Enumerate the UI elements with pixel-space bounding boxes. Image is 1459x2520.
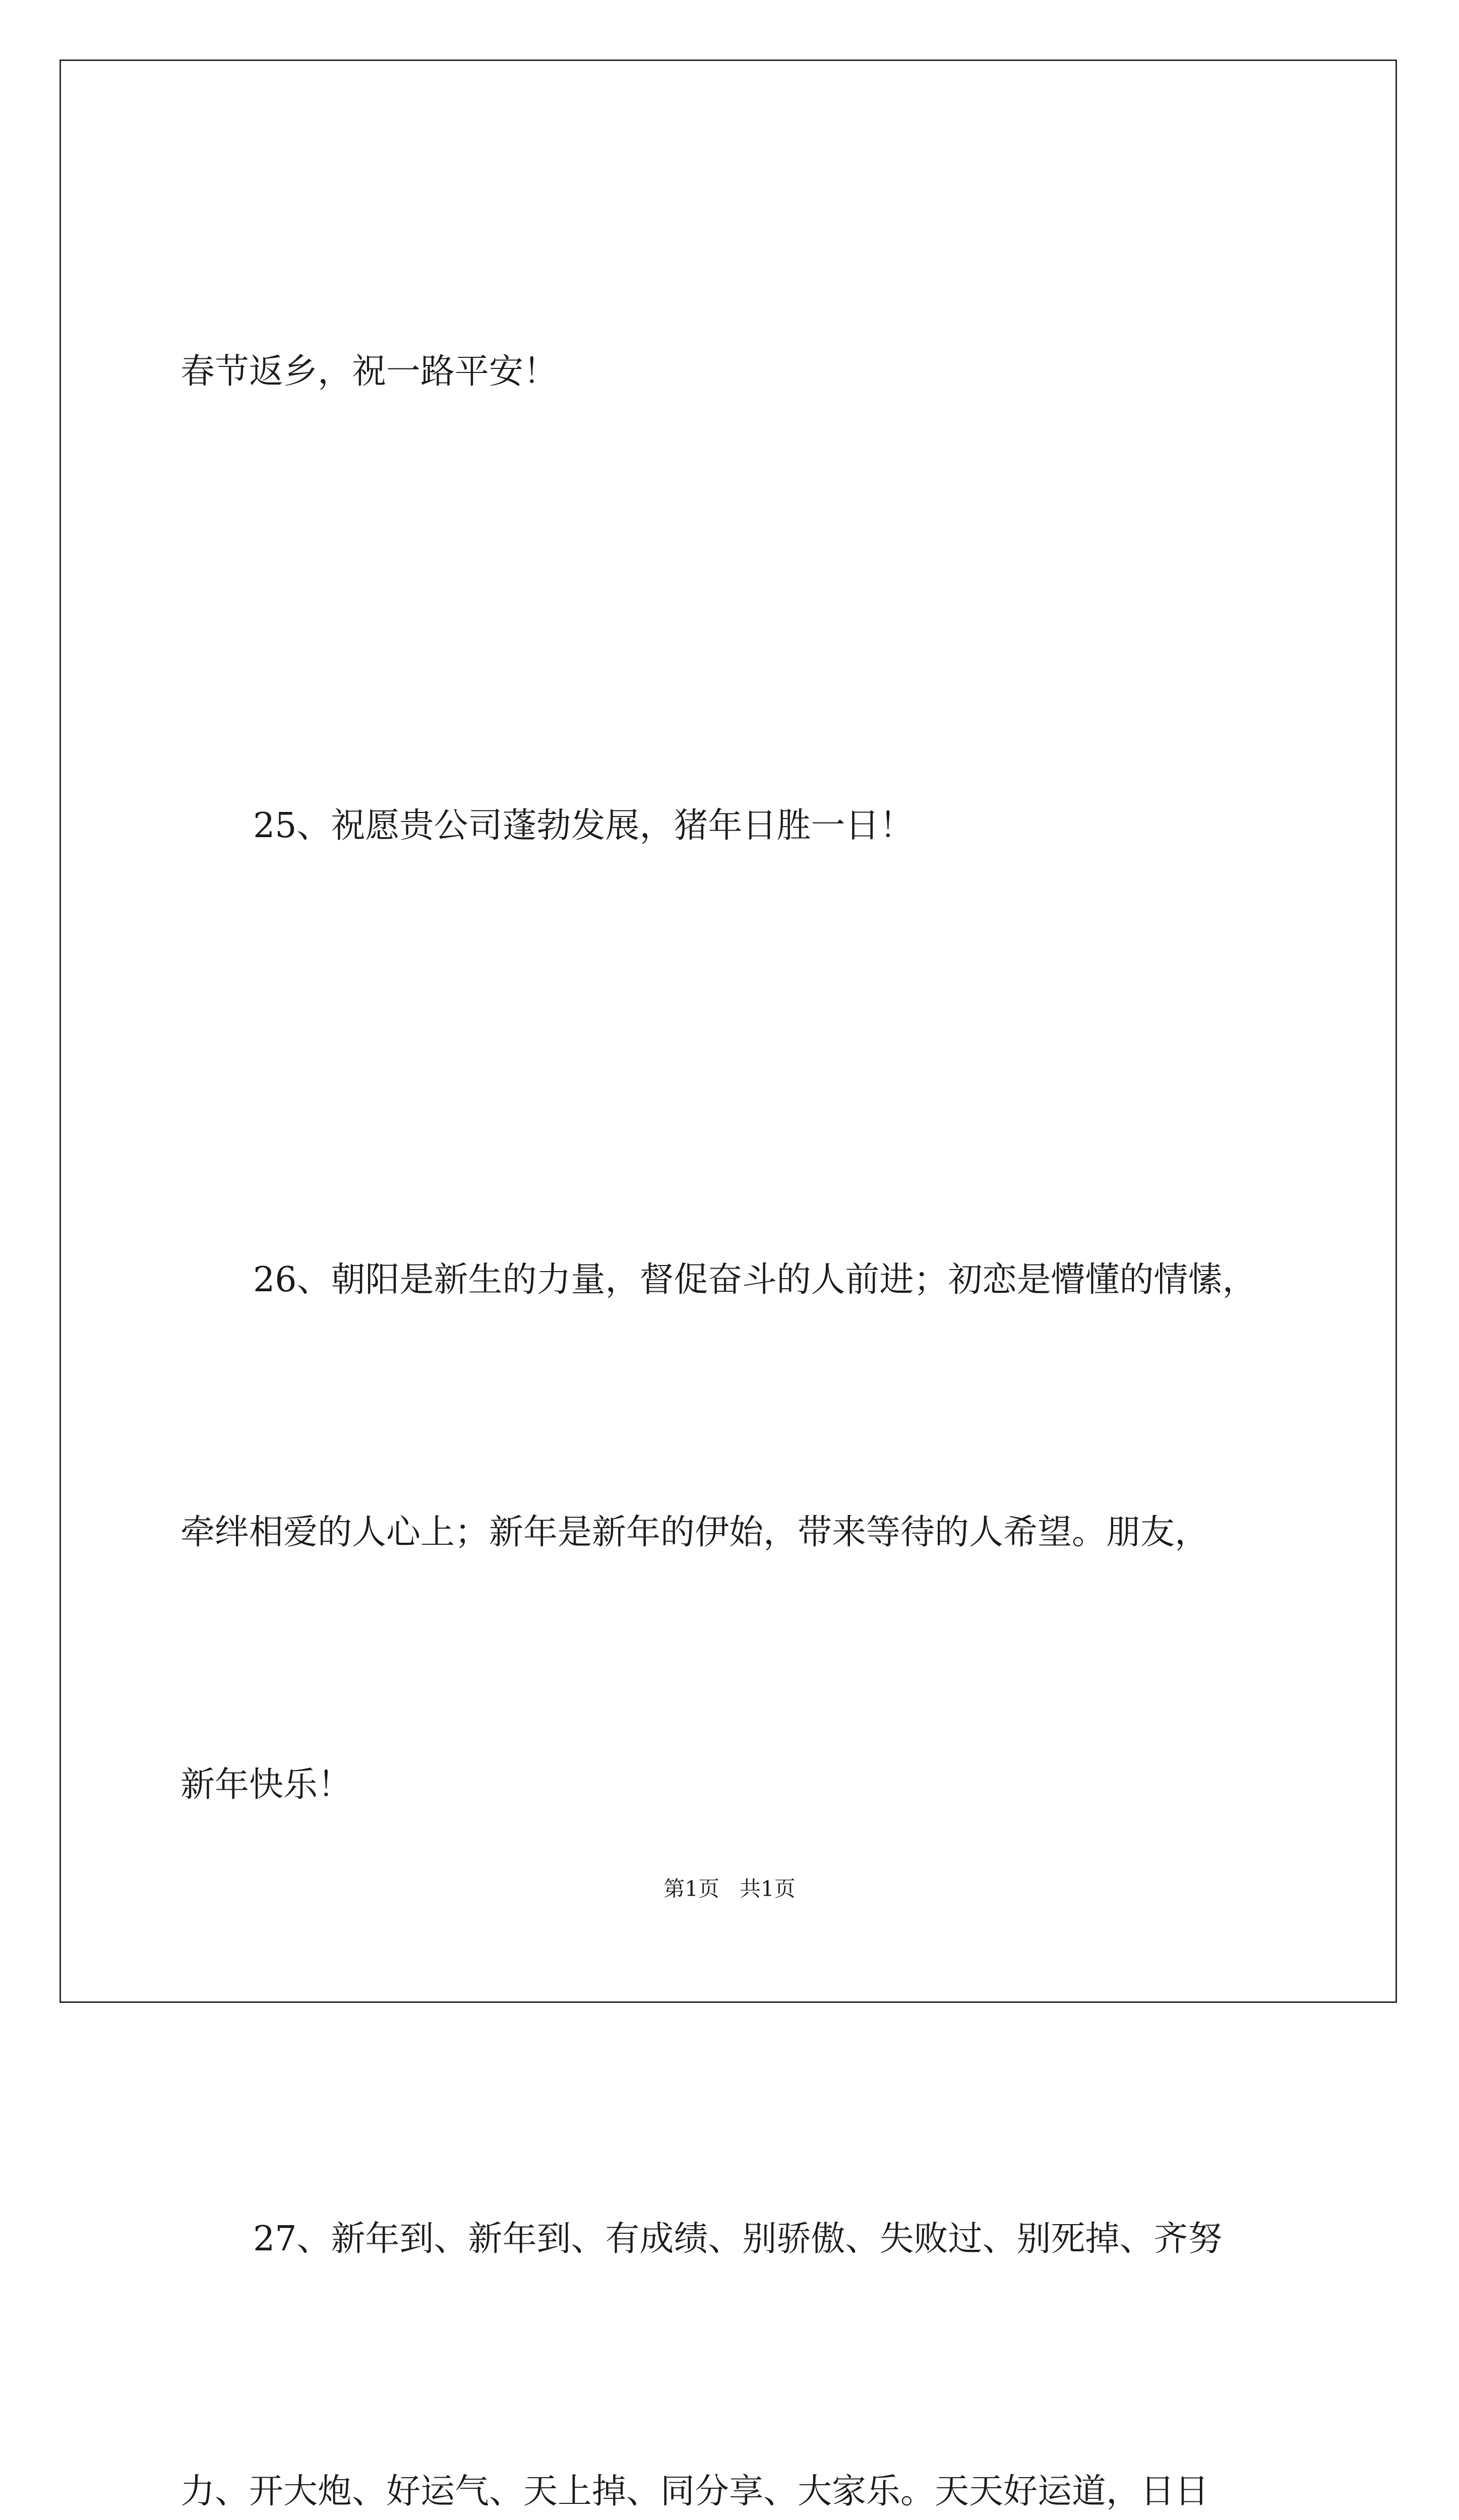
text-line: 25、祝愿贵公司蓬勃发展，猪年日胜一日！: [253, 806, 914, 846]
text-line: 力、开大炮、好运气、天上掉、同分享、大家乐。天天好运道，日日: [180, 2472, 1209, 2511]
page-number-footer: 第1页 共1页: [663, 1876, 796, 1901]
text-line: 春节返乡，祝一路平安！: [180, 352, 558, 392]
text-line: 26、朝阳是新生的力量，督促奋斗的人前进；初恋是懵懂的情愫，: [253, 1260, 1257, 1300]
document-body: [180, 161, 1310, 2520]
paragraph-26: [180, 1069, 1310, 1995]
paragraph-1: [180, 161, 1310, 582]
text-line: 牵绊相爱的人心上；新年是新年的伊始，带来等待的人希望。朋友，: [180, 1513, 1209, 1552]
text-line: 新年快乐！: [180, 1765, 352, 1805]
paragraph-27: [180, 2029, 1310, 2520]
paragraph-25: [180, 615, 1310, 1036]
text-line: 27、新年到、新年到、有成绩、别骄傲、失败过、别死掉、齐努: [253, 2219, 1223, 2259]
